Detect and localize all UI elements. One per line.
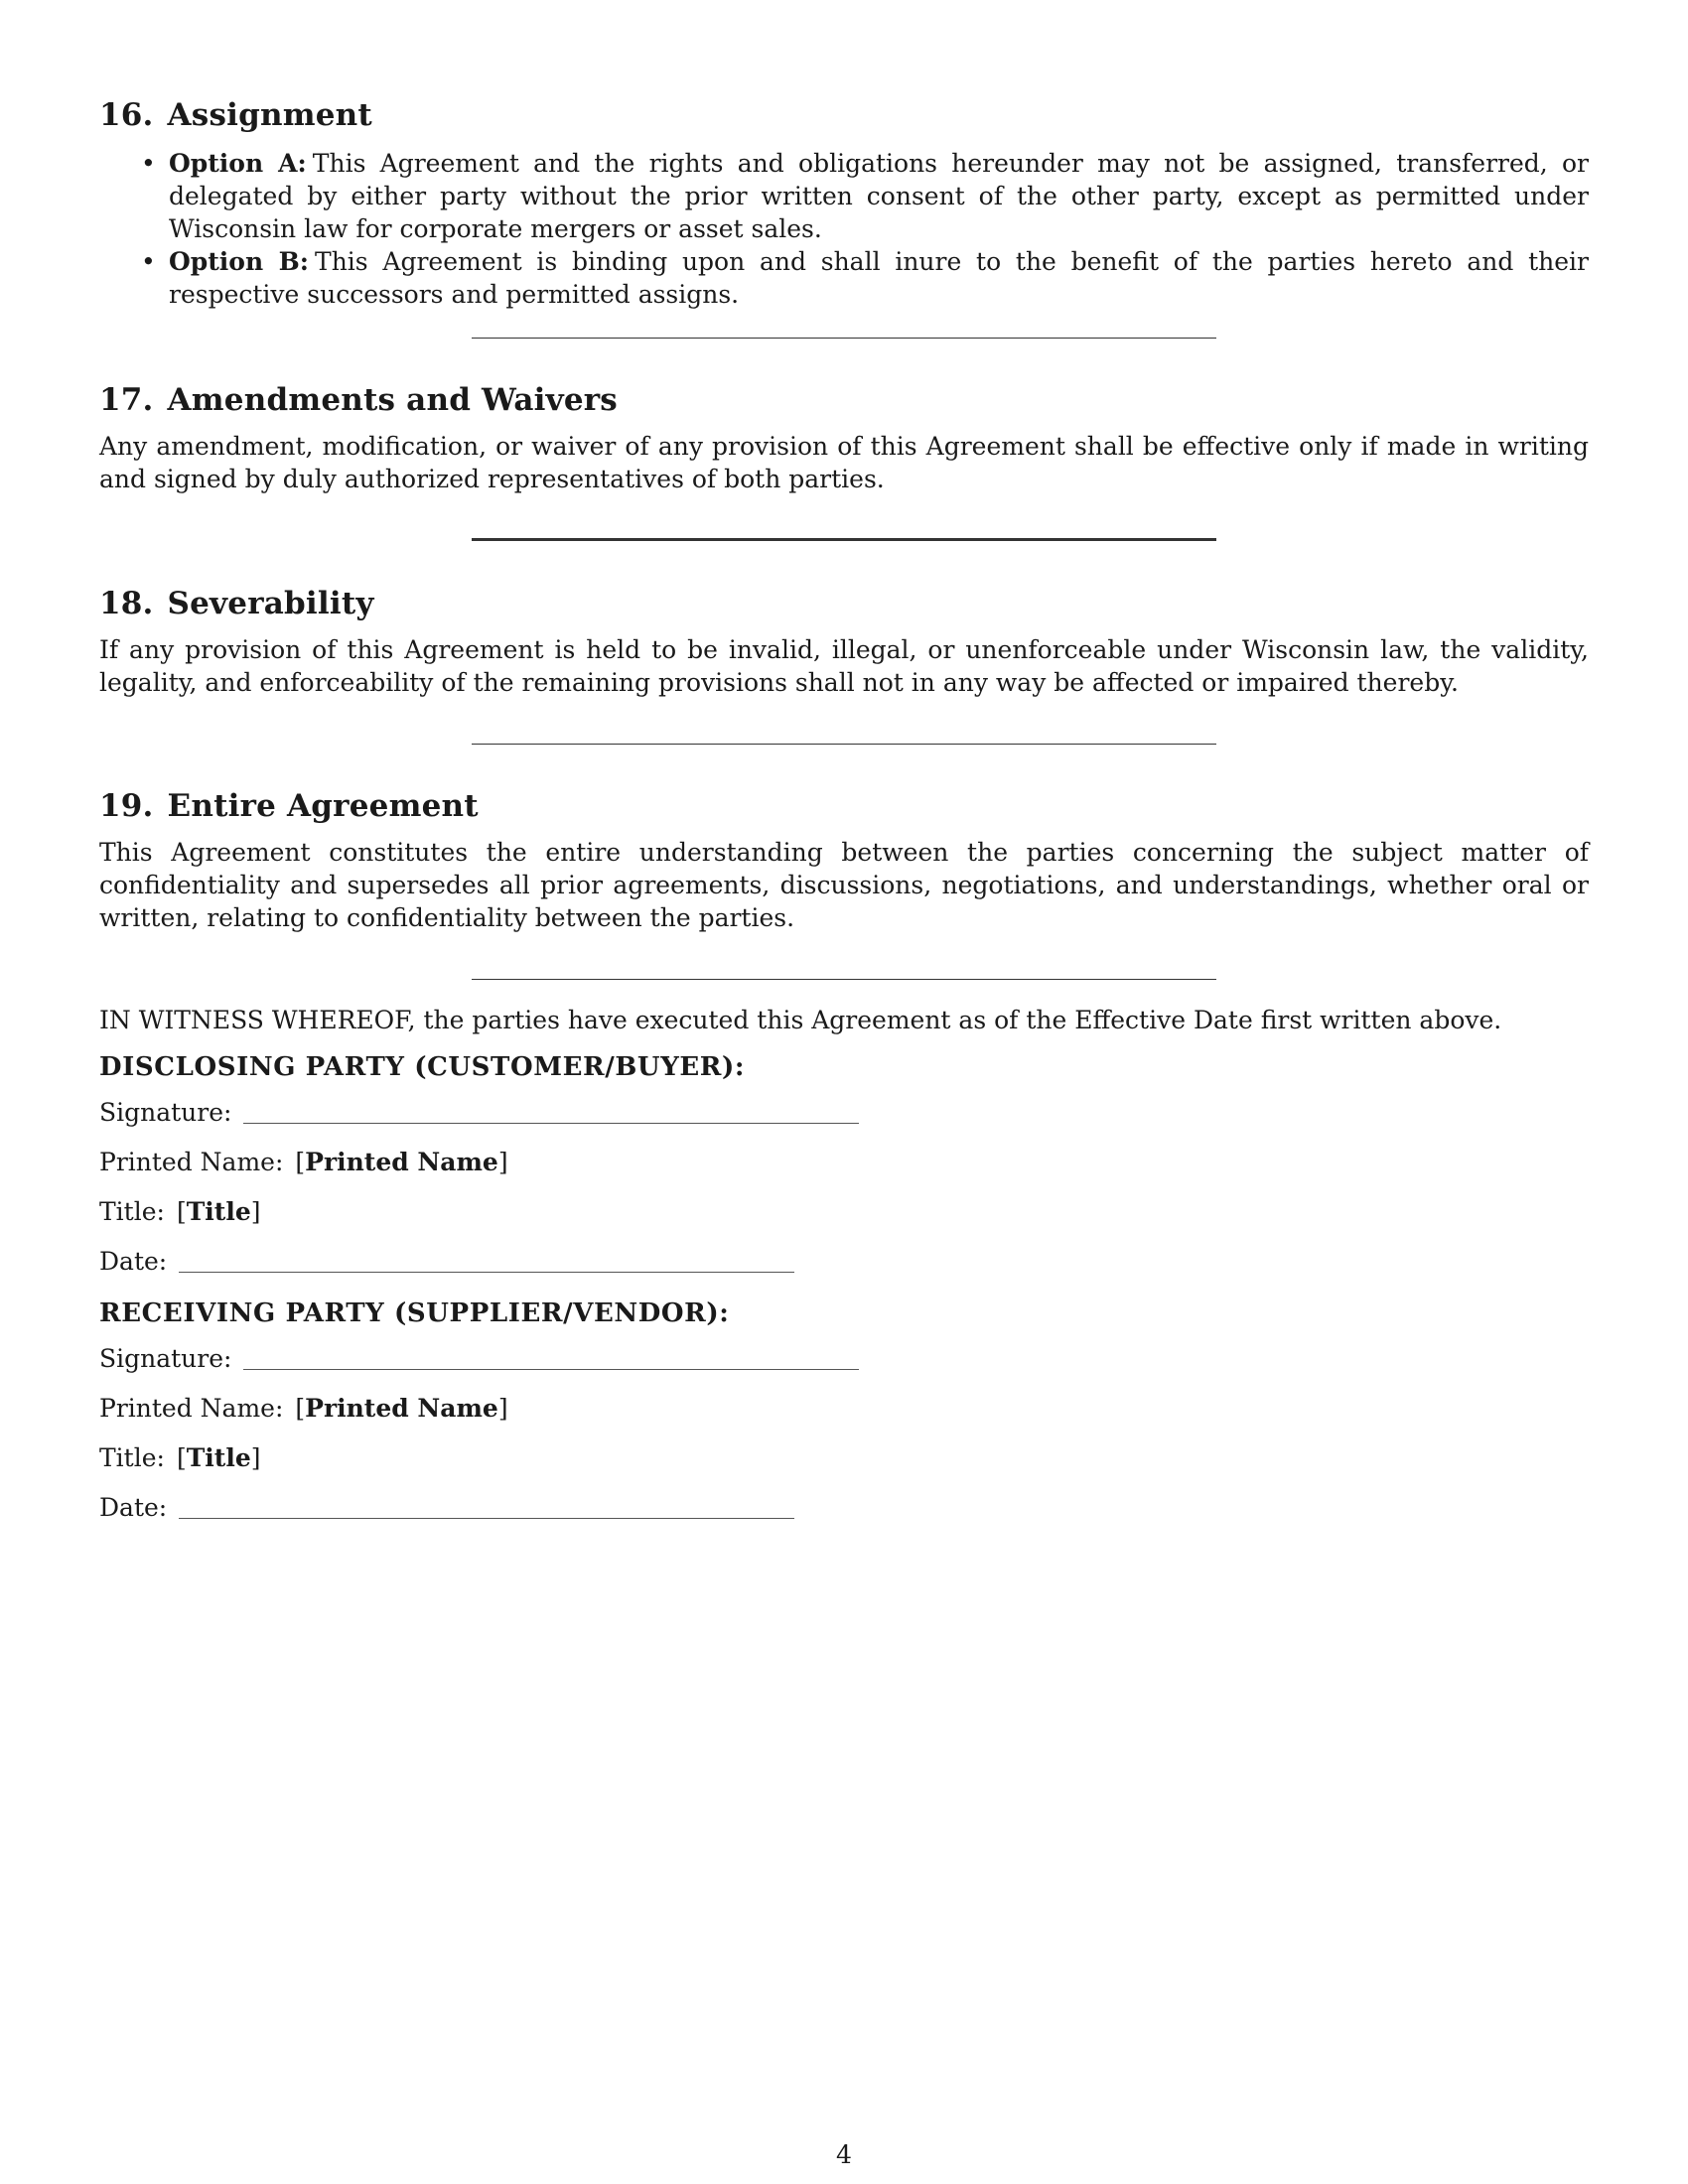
disclosing-printed-name-line: Printed Name: [Printed Name] — [99, 1146, 1589, 1195]
list-item — [141, 245, 1589, 311]
signature-label: Signature: — [99, 1098, 232, 1127]
signature-field[interactable] — [243, 1096, 859, 1124]
title-label: Title: — [99, 1197, 165, 1226]
page-number: 4 — [836, 2140, 852, 2169]
section-18-heading — [99, 584, 1589, 623]
section-17-heading — [99, 380, 1589, 420]
receiving-date-line — [99, 1491, 1589, 1541]
section-divider — [472, 338, 1216, 339]
section-number: 19. — [99, 788, 154, 824]
section-divider — [472, 744, 1216, 745]
section-title: Assignment — [167, 97, 372, 133]
date-field[interactable] — [179, 1491, 794, 1519]
title-placeholder: Title — [186, 1197, 251, 1226]
section-number: 17. — [99, 382, 154, 418]
date-label: Date: — [99, 1247, 168, 1276]
printed-name-placeholder: Printed Name — [305, 1148, 498, 1176]
receiving-printed-name-line: Printed Name: [Printed Name] — [99, 1392, 1589, 1441]
receiving-title-line: Title: [Title] — [99, 1441, 1589, 1491]
option-label: Option B: — [169, 247, 310, 276]
section-title: Severability — [167, 586, 374, 621]
section-title: Amendments and Waivers — [167, 382, 618, 418]
option-text: This Agreement is binding upon and shall inure to the benefit of the parties hereto and their respective successors and permitted assigns. — [169, 247, 1589, 309]
printed-name-label: Printed Name: — [99, 1394, 284, 1423]
date-label: Date: — [99, 1493, 168, 1522]
title-label: Title: — [99, 1443, 165, 1472]
receiving-party-heading: RECEIVING PARTY (SUPPLIER/VENDOR): — [99, 1298, 730, 1328]
option-text: This Agreement and the rights and obligations hereunder may not be assigned, transferred, or delegated by either party without the prior written consent of the other party, except as permitted under Wisconsin law for corporate mergers or asset sales. — [169, 149, 1589, 243]
disclosing-date-line — [99, 1245, 1589, 1295]
section-divider — [472, 979, 1216, 980]
bullet-icon: • — [141, 247, 156, 276]
signature-field[interactable] — [243, 1342, 859, 1370]
section-17-body: Any amendment, modification, or waiver of any provision of this Agreement shall be effective only if made in writing and signed by duly authorized representatives of both parties. — [99, 432, 1589, 493]
disclosing-signature-line — [99, 1096, 1589, 1146]
section-number: 16. — [99, 97, 154, 133]
section-divider — [472, 538, 1216, 541]
option-label: Option A: — [169, 149, 307, 178]
printed-name-placeholder: Printed Name — [305, 1394, 498, 1423]
list-item — [141, 147, 1589, 245]
section-16-heading — [99, 95, 1589, 135]
printed-name-label: Printed Name: — [99, 1148, 284, 1176]
title-placeholder: Title — [186, 1443, 251, 1472]
signature-label: Signature: — [99, 1344, 232, 1373]
assignment-options-list — [99, 147, 1589, 311]
section-number: 18. — [99, 586, 154, 621]
disclosing-party-heading: DISCLOSING PARTY (CUSTOMER/BUYER): — [99, 1052, 746, 1082]
witness-statement: IN WITNESS WHEREOF, the parties have executed this Agreement as of the Effective Date first written above. — [99, 1006, 1502, 1034]
section-18-body: If any provision of this Agreement is held to be invalid, illegal, or unenforceable under Wisconsin law, the validity, legality, and enforceability of the remaining provisions shall not in any way be affected or impaired thereby. — [99, 635, 1589, 697]
bullet-icon: • — [141, 149, 156, 178]
document-page — [99, 95, 1589, 1541]
date-field[interactable] — [179, 1245, 794, 1273]
section-19-heading — [99, 786, 1589, 826]
section-title: Entire Agreement — [167, 788, 479, 824]
disclosing-title-line: Title: [Title] — [99, 1195, 1589, 1245]
receiving-signature-line — [99, 1342, 1589, 1392]
section-19-body: This Agreement constitutes the entire understanding between the parties concerning the subject matter of confidentiality and supersedes all prior agreements, discussions, negotiations, and understandings, whether oral or written, relating to confidentiality between the parties. — [99, 838, 1589, 932]
